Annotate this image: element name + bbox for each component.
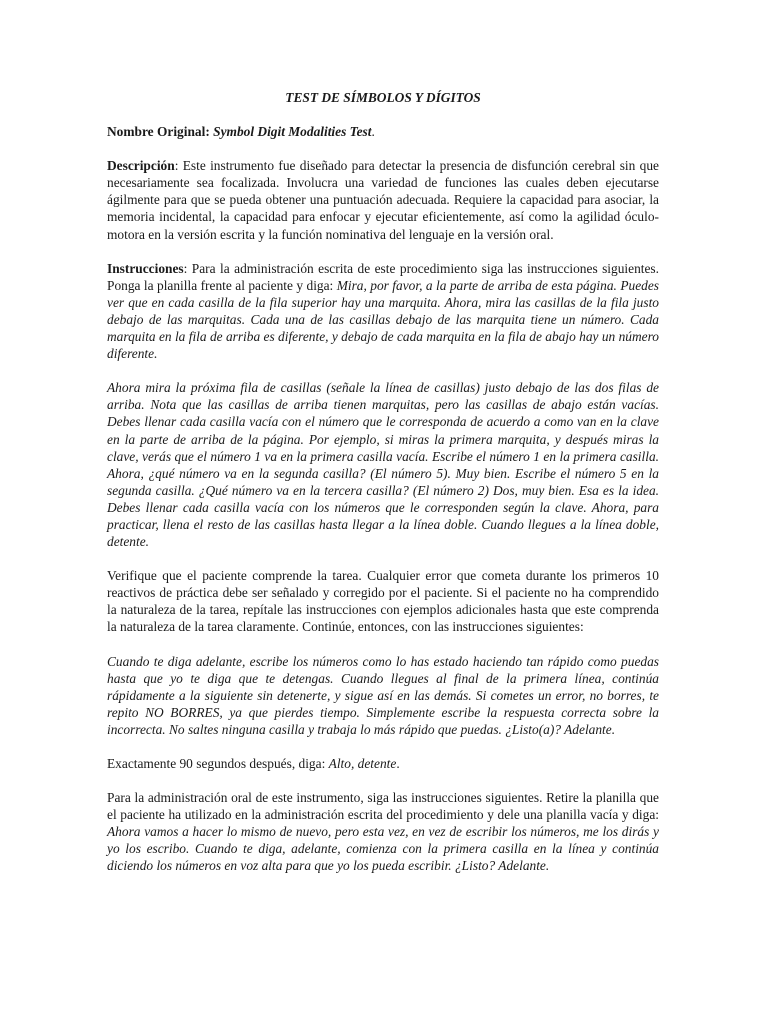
original-name-label: Nombre Original:: [107, 124, 210, 140]
document-body: [107, 89, 659, 892]
stop-paragraph: [107, 755, 659, 772]
original-name-paragraph: [107, 123, 659, 140]
stop-text: Exactamente 90 segundos después, diga:: [107, 756, 329, 771]
document-title: TEST DE SÍMBOLOS Y DÍGITOS: [285, 90, 481, 105]
stop-end: .: [396, 756, 400, 771]
timed-instructions-paragraph: Cuando te diga adelante, escribe los números como lo has estado haciendo tan rápido como puedas hasta que yo te diga que te detengas. Cuando llegues al final de la primera línea, continúa rápidamente a la siguiente sin detenerte, y sigue así en las demás. Si cometes un error, no borres, te repito NO BORRES, ya que pierdes tiempo. Simplemente escribe la respuesta correcta sobre la incorrecta. No saltes ninguna casilla y trabaja lo más rápido que puedas. ¿Listo(a)? Adelante.: [107, 653, 659, 737]
instructions-label: Instrucciones: [107, 260, 184, 276]
original-name-end: .: [371, 124, 375, 140]
oral-quote: Ahora vamos a hacer lo mismo de nuevo, pero esta vez, en vez de escribir los números, me los dirás y yo los escribo. Cuando te diga, adelante, comienza con la primera casilla en la línea y continúa diciendo los números en voz alta para que yo los pueda escribir. ¿Listo? Adelante.: [107, 824, 659, 874]
instructions-text: : Para la administración escrita de este procedimiento siga las instrucciones siguientes. Ponga la planilla frente al paciente y diga:: [107, 260, 659, 293]
practice-instructions-paragraph: Ahora mira la próxima fila de casillas (señale la línea de casillas) justo debajo de las dos filas de arriba. Nota que las casillas de arriba tienen marquitas, pero las casillas de abajo están vacías. Debes llenar cada casilla vacía con el número que le corresponda de acuerdo a como van en la clave en la parte de arriba de la página. Por ejemplo, si miras la primera marquita, y después miras la clave, verás que el número 1 va en la primera casilla vacía. Escribe el número 1 en la primera casilla. Ahora, ¿qué número va en la segunda casilla? (El número 5). Muy bien. Escribe el número 5 en la segunda casilla. ¿Qué número va en la tercera casilla? (El número 2) Dos, muy bien. Esa es la idea. Debes llenar cada casilla vacía con los números que le corresponden según la clave. Ahora, para practicar, llena el resto de las casillas hasta llegar a la línea doble. Cuando llegues a la línea doble, detente.: [107, 380, 659, 550]
instructions-quote: Mira, por favor, a la parte de arriba de esta página. Puedes ver que en cada casilla de la fila superior hay una marquita. Ahora, mira las casillas de la fila justo debajo de las marquitas. Cada una de las casillas debajo de las marquita tiene un número. Cada marquita en la fila de arriba es diferente, y debajo de cada marquita en la fila de abajo hay un número diferente.: [107, 277, 659, 362]
oral-administration-paragraph: [107, 789, 659, 874]
original-name-value: Symbol Digit Modalities Test: [213, 124, 372, 140]
stop-quote: Alto, detente: [328, 756, 397, 771]
instructions-paragraph: [107, 260, 659, 363]
oral-text: Para la administración oral de este instrumento, siga las instrucciones siguientes. Retire la planilla que el paciente ha utilizado en la administración escrita del procedimiento y dele una planilla vacía y diga:: [107, 790, 659, 823]
description-paragraph: [107, 157, 659, 242]
description-label: Descripción: [107, 158, 175, 174]
description-text: : Este instrumento fue diseñado para detectar la presencia de disfunción cerebral sin que necesariamente sea focalizada. Involucra una variedad de funciones las cuales deben ejecutarse ágilmente para que se pueda obtener una puntuación adecuada. Requiere la capacidad para asociar, la memoria incidental, la capacidad para enfocar y ejecutar eficientemente, así como la agilidad óculo-motora en la versión escrita y la función nominativa del lenguaje en la versión oral.: [107, 158, 659, 242]
verification-paragraph: Verifique que el paciente comprende la tarea. Cualquier error que cometa durante los primeros 10 reactivos de práctica debe ser señalado y corregido por el paciente. Si el paciente no ha comprendido la naturaleza de la tarea, repítale las instrucciones con ejemplos adicionales hasta que este comprenda la naturaleza de la tarea claramente. Continúe, entonces, con las instrucciones siguientes:: [107, 568, 659, 635]
